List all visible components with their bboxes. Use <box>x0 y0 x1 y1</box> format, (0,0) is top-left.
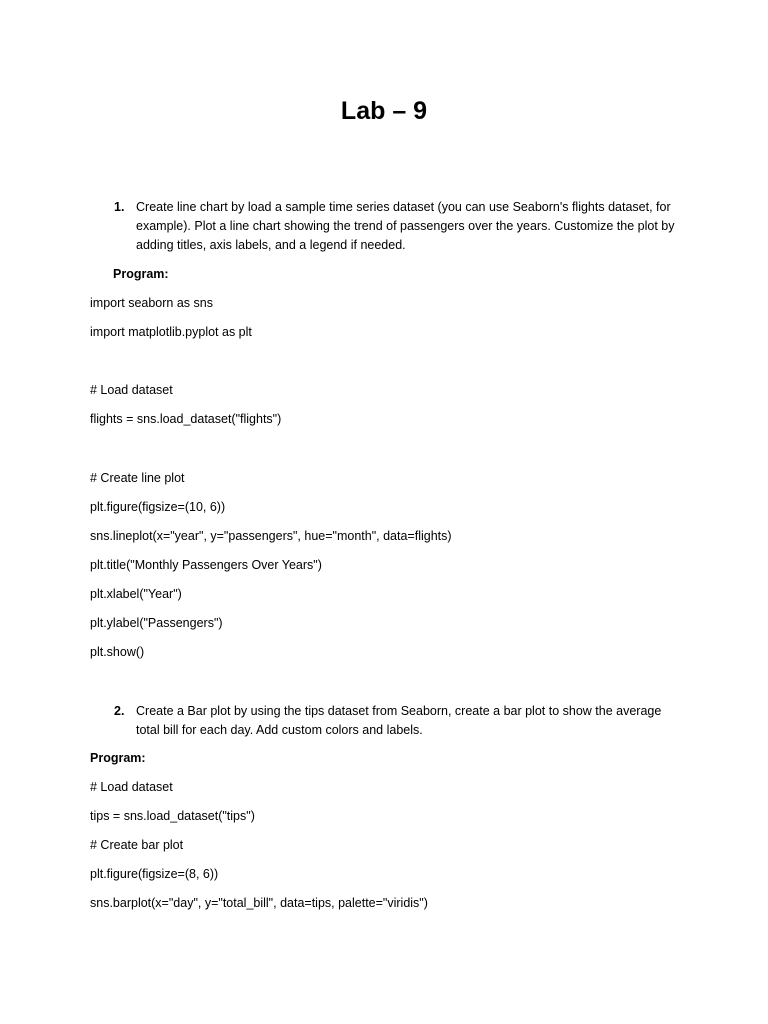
code-line: # Create line plot <box>90 471 185 485</box>
code-line: plt.figure(figsize=(10, 6)) <box>90 500 226 514</box>
code-line: plt.xlabel("Year") <box>90 587 182 601</box>
question-2 <box>114 702 684 740</box>
code-line: # Create bar plot <box>90 838 184 852</box>
code-line: flights = sns.load_dataset("flights") <box>90 412 282 426</box>
program-label: Program: <box>113 267 169 281</box>
question-number: 2. <box>114 704 125 718</box>
code-line: sns.lineplot(x="year", y="passengers", hue="month", data=flights) <box>90 529 452 543</box>
code-line: tips = sns.load_dataset("tips") <box>90 809 255 823</box>
page-title: Lab – 9 <box>340 97 428 125</box>
question-number: 1. <box>114 200 125 214</box>
question-text: Create a Bar plot by using the tips dataset from Seaborn, create a bar plot to show the average total bill for each day. Add custom colors and labels. <box>136 704 662 737</box>
code-line: # Load dataset <box>90 780 173 794</box>
code-line: plt.figure(figsize=(8, 6)) <box>90 867 219 881</box>
code-line: plt.title("Monthly Passengers Over Years") <box>90 558 322 572</box>
code-line: sns.barplot(x="day", y="total_bill", data=tips, palette="viridis") <box>90 896 428 910</box>
code-line: import matplotlib.pyplot as plt <box>90 325 252 339</box>
code-line: plt.show() <box>90 645 145 659</box>
question-1 <box>114 198 684 255</box>
program-label: Program: <box>90 751 146 765</box>
code-line: import seaborn as sns <box>90 296 213 310</box>
code-line: plt.ylabel("Passengers") <box>90 616 223 630</box>
question-text: Create line chart by load a sample time series dataset (you can use Seaborn's flights dataset, for example). Plot a line chart showing the trend of passengers over the years. Customize the plot by adding titles, axis labels, and a legend if needed. <box>136 200 675 252</box>
code-line: # Load dataset <box>90 383 173 397</box>
